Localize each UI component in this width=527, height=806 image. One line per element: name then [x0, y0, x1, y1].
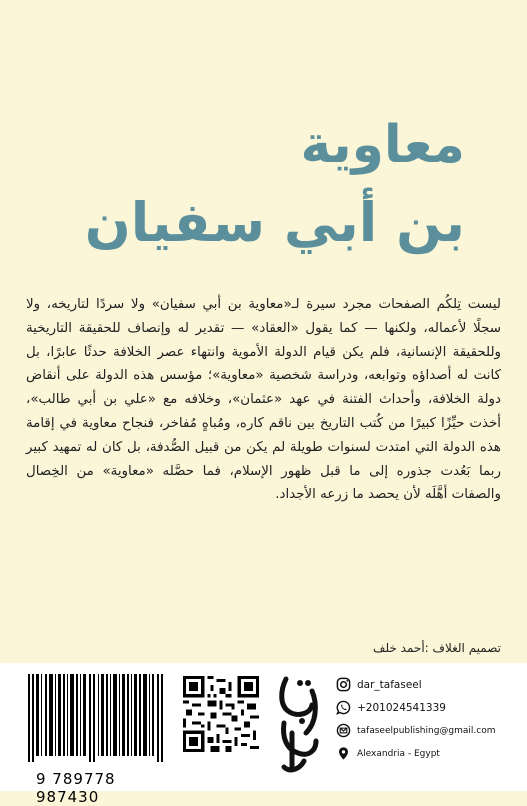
qr-code-icon	[183, 676, 259, 752]
publisher-footer	[0, 663, 527, 806]
contact-list	[336, 673, 521, 765]
qr-code	[183, 676, 259, 752]
tafaseel-logo-icon	[272, 671, 326, 779]
instagram-icon	[336, 677, 351, 692]
barcode-icon	[22, 674, 170, 762]
email-icon	[336, 723, 351, 738]
location-pin-icon	[336, 746, 351, 761]
isbn-barcode	[22, 674, 170, 806]
isbn-number: 9 789778 987430	[36, 770, 116, 806]
cover-design-credit: تصميم الغلاف :أحمد خلف	[373, 641, 501, 655]
instagram-handle: dar_tafaseel	[357, 678, 422, 691]
contact-whatsapp[interactable]	[336, 696, 521, 719]
contact-instagram[interactable]	[336, 673, 521, 696]
book-title-line1: معاوية	[300, 115, 465, 175]
contact-location	[336, 742, 521, 765]
publisher-logo	[272, 671, 326, 779]
contact-email[interactable]	[336, 719, 521, 742]
whatsapp-icon	[336, 700, 351, 715]
location-text: Alexandria - Egypt	[357, 748, 440, 759]
synopsis-paragraph: ليست تِلكُم الصفحات مجرد سيرة لـ«معاوية بن أبي سفيان» ولا سردًا لتاريخه، ولا سجلًا لأعماله، ولكنها — كما يقول «العقاد» — تقدير له وإنصاف للحقيقة التاريخية وللحقيقة الإنسانية، فلم يكن قيام الدولة الأموية وانتهاء عصر الخلافة حدثًا عابرًا، بل كانت له أصداؤه وتوابعه، ودراسة شخصية «معاوية»؛ مؤسس هذه الدولة على أنقاض دولة الخلافة، وأحداث الفتنة في عهد «عثمان»، وخلافه مع «علي بن أبي طالب»، أخذت حيِّزًا كبيرًا من كُتب التاريخ بين ناقم كاره، ومُباهٍ مُفاخر، فنجاح معاوية في إقامة هذه الدولة التي امتدت لسنوات طويلة لم يكن من قبيل الصُّدفة، بل كان له تمهيد كبير ربما بَعُدت جذوره إلى ما قبل ظهور الإسلام، فما حصَّله «معاوية» من الخِصال والصفات أهَّلَه لأن يحصد ما زرعه الأجداد.	[26, 297, 501, 503]
email-address: tafaseelpublishing@gmail.com	[357, 725, 496, 736]
whatsapp-number: +201024541339	[357, 701, 446, 714]
synopsis	[26, 293, 501, 507]
book-title-line2: بن أبي سفيان	[84, 191, 465, 254]
